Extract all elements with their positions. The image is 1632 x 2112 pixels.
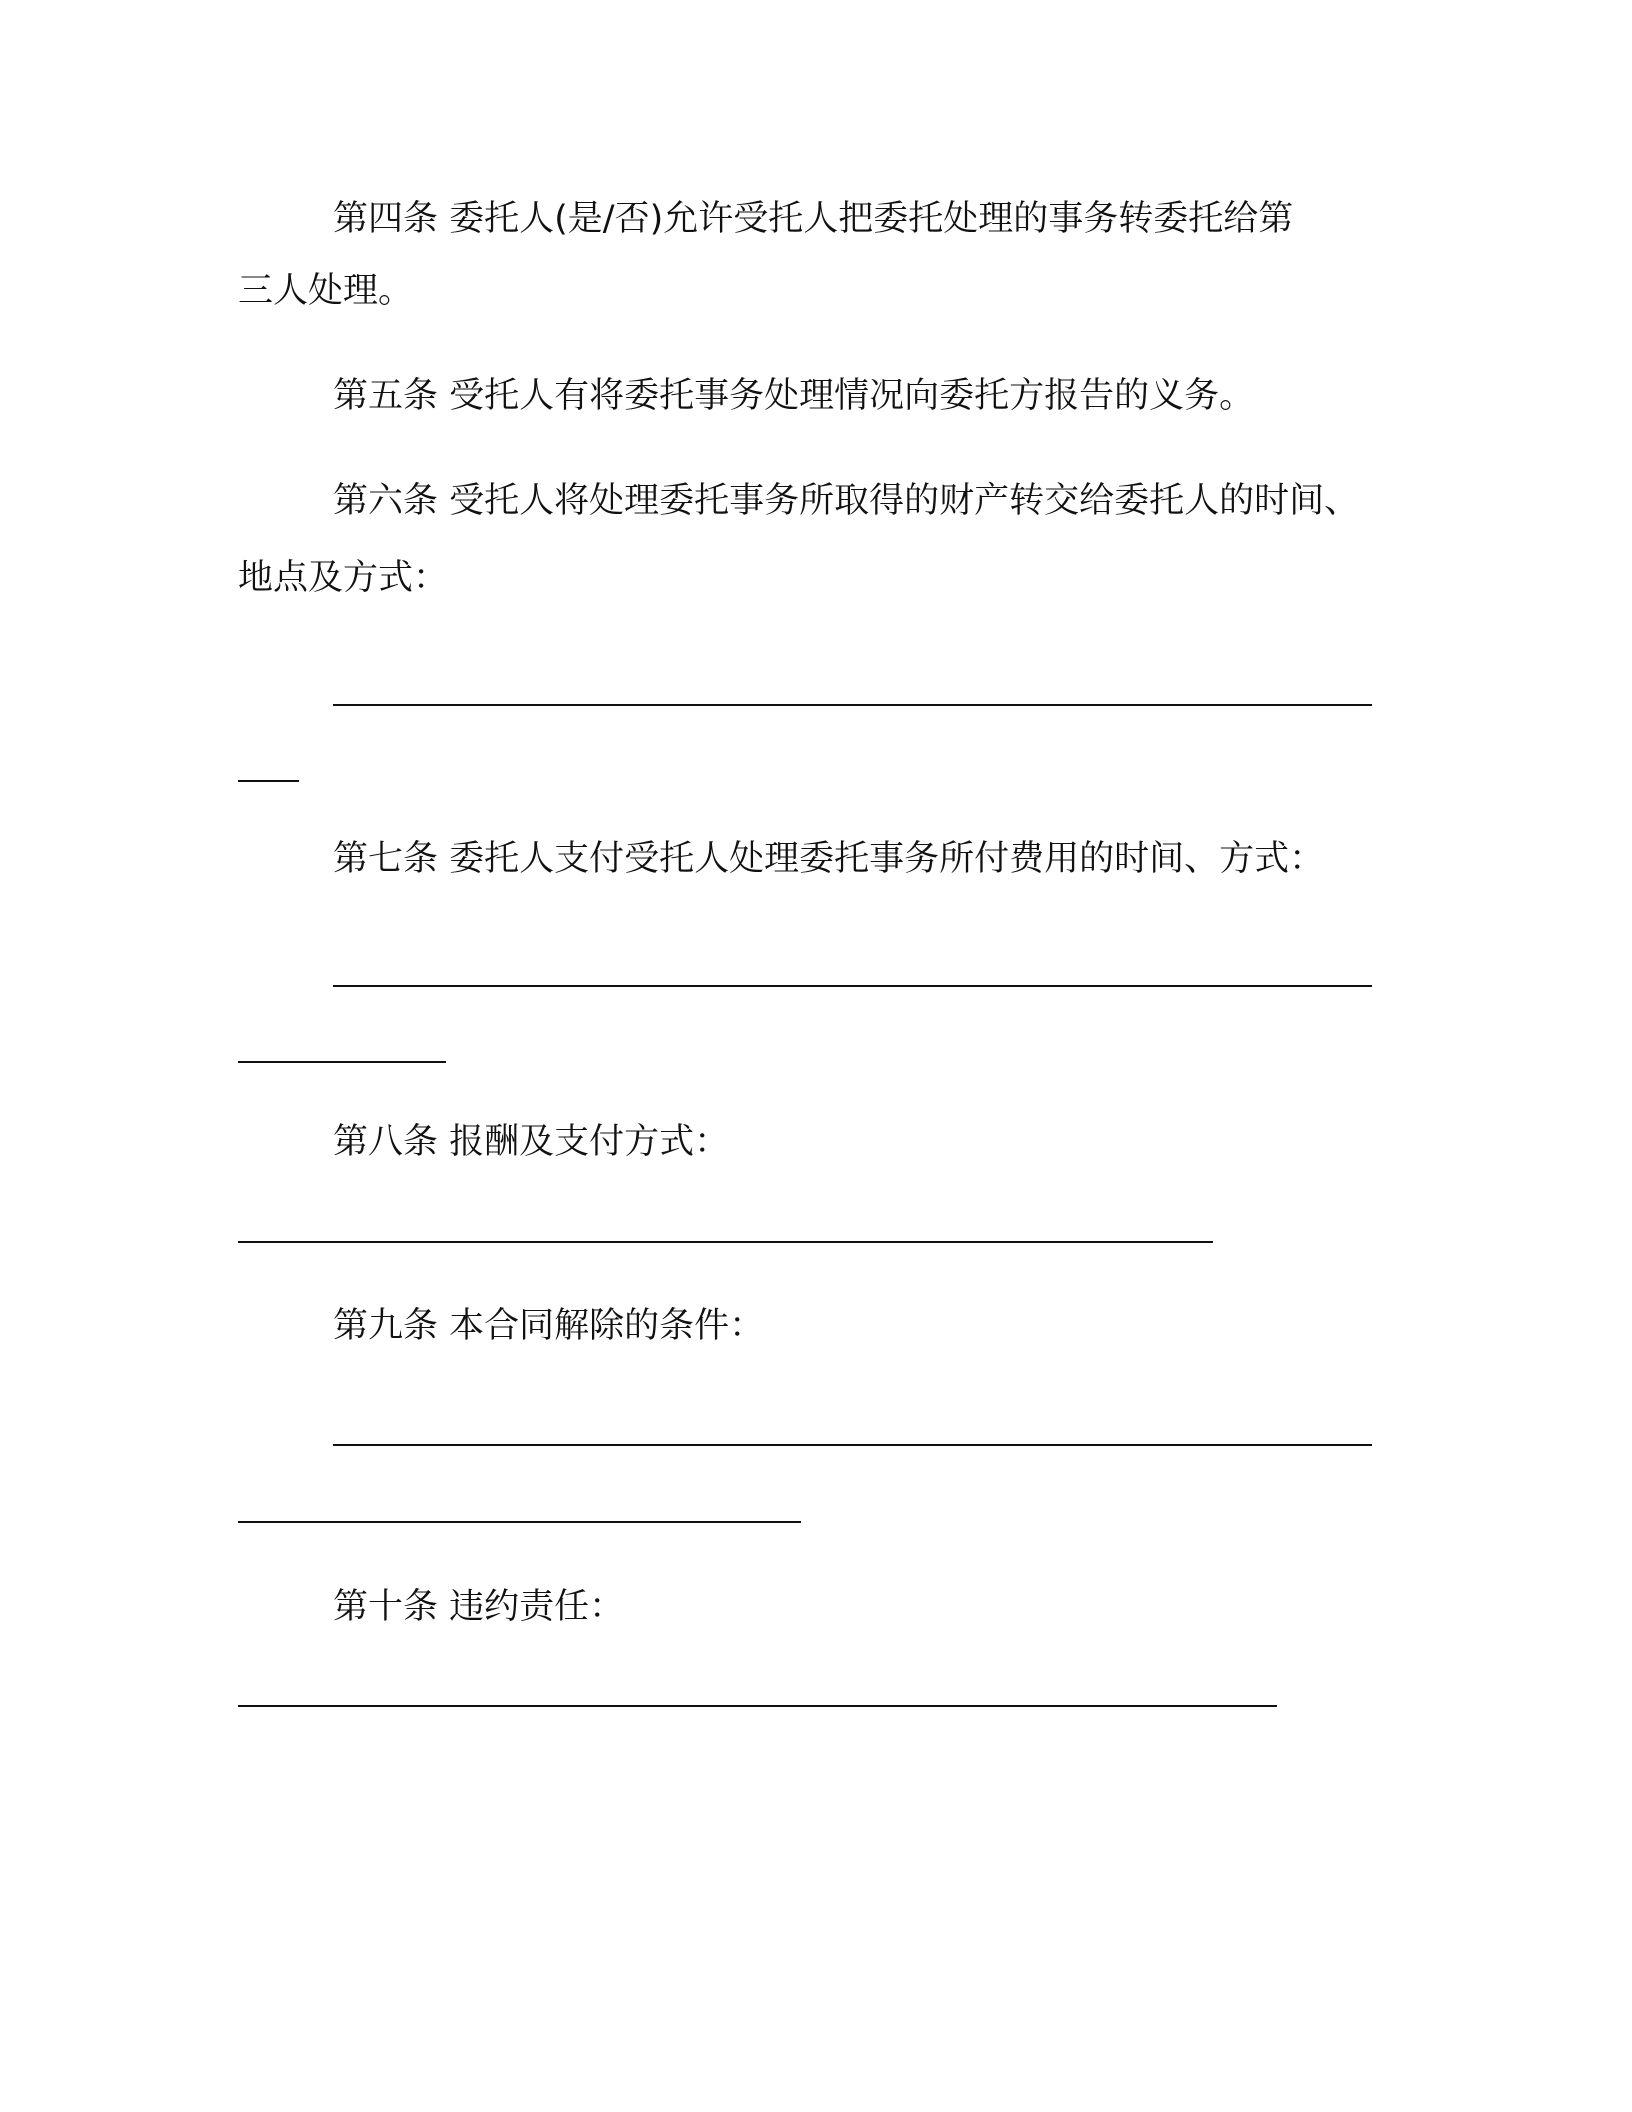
- clause-6-blank-line-1: [333, 704, 1372, 706]
- clause-4-line-2: 三人处理。: [238, 271, 414, 311]
- clause-9-line-1: 第九条 本合同解除的条件：: [333, 1306, 765, 1346]
- clause-8-blank-line-1: [238, 1241, 1213, 1243]
- clause-7-blank-line-2: [238, 1061, 446, 1063]
- clause-8-line-1: 第八条 报酬及支付方式：: [333, 1122, 730, 1162]
- clause-6-line-2: 地点及方式：: [238, 558, 449, 598]
- clause-6-line-1: 第六条 受托人将处理委托事务所取得的财产转交给委托人的时间、: [333, 481, 1360, 521]
- clause-4-line-1: 第四条 委托人(是/否)允许受托人把委托处理的事务转委托给第: [333, 199, 1294, 239]
- clause-9-blank-line-2: [238, 1521, 801, 1523]
- clause-7-blank-line-1: [333, 985, 1372, 987]
- clause-10-blank-line-1: [238, 1705, 1277, 1707]
- clause-10-line-1: 第十条 违约责任：: [333, 1587, 625, 1627]
- clause-5-line-1: 第五条 受托人有将委托事务处理情况向委托方报告的义务。: [333, 376, 1255, 416]
- clause-7-line-1: 第七条 委托人支付受托人处理委托事务所付费用的时间、方式：: [333, 839, 1325, 879]
- clause-6-blank-line-2: [238, 780, 299, 782]
- clause-9-blank-line-1: [333, 1444, 1372, 1446]
